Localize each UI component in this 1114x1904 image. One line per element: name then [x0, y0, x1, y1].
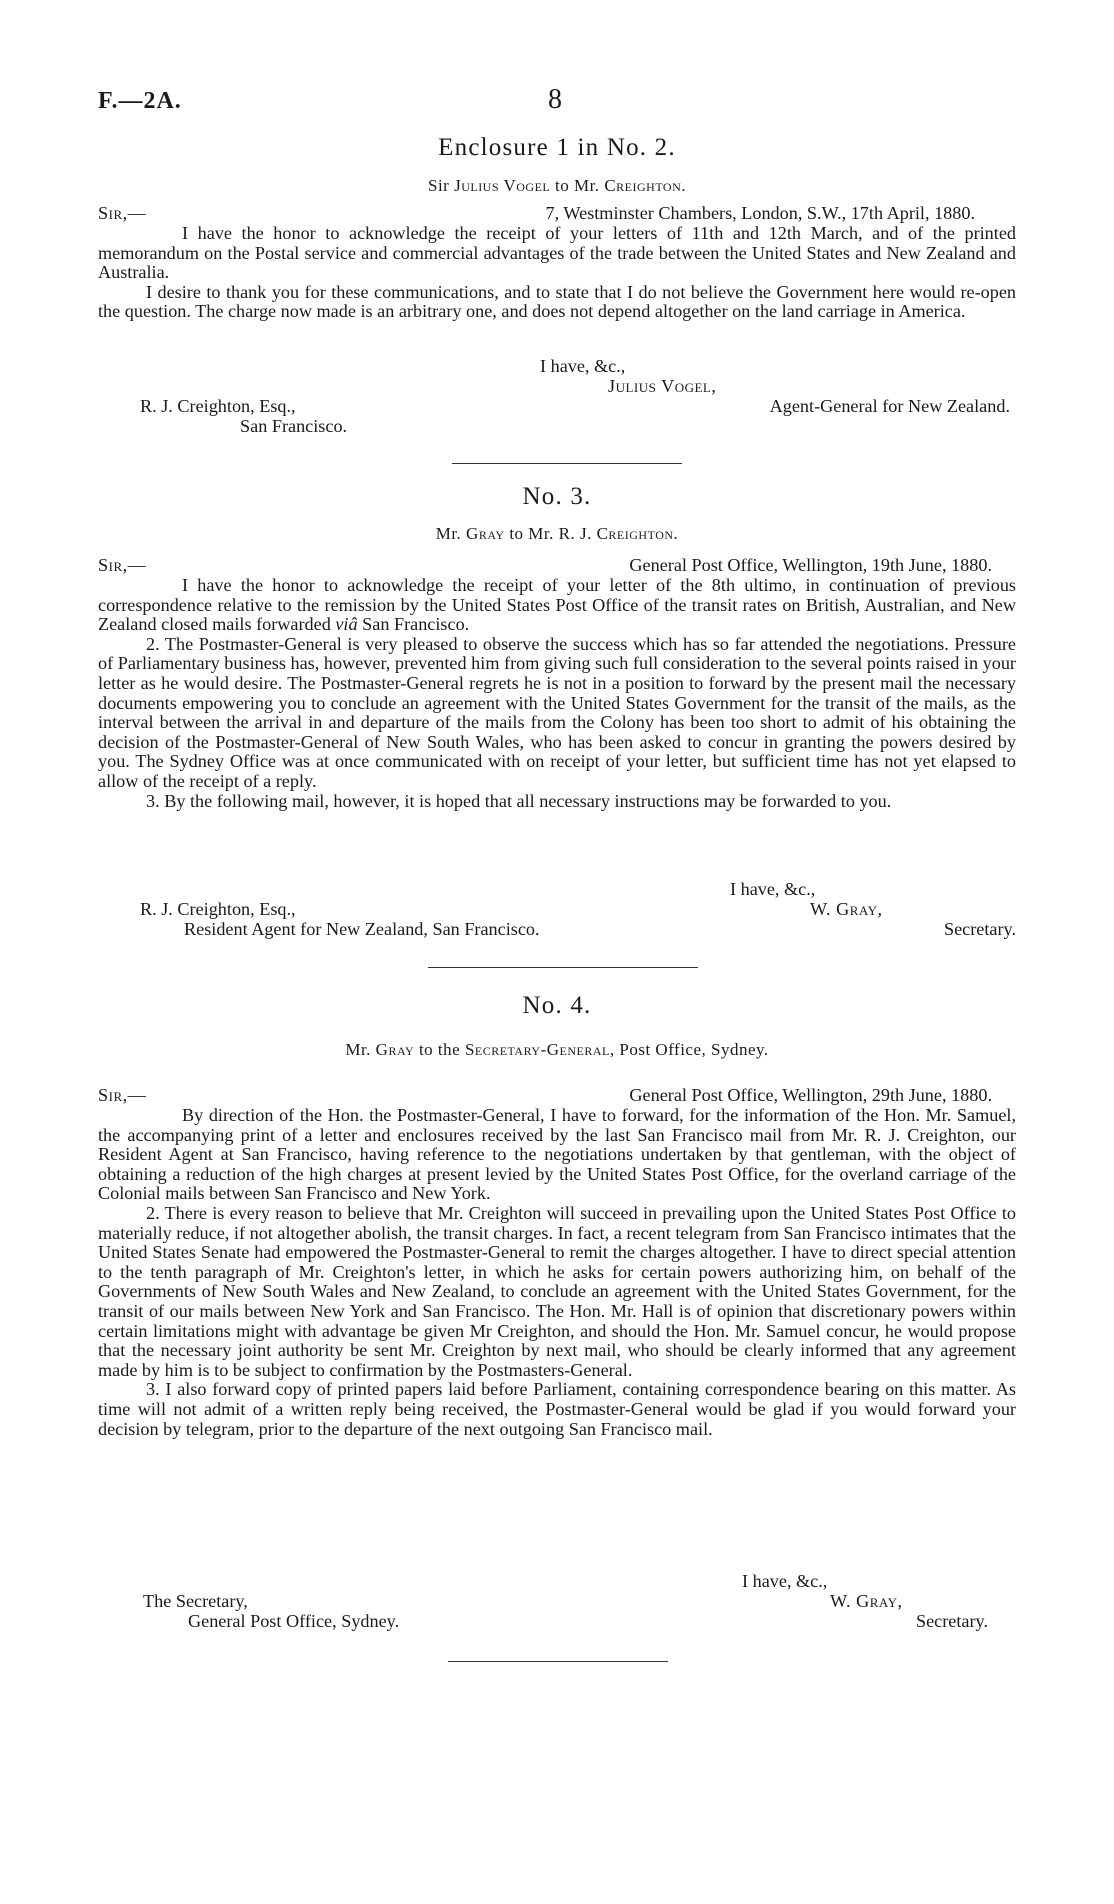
enclosure-subtitle — [300, 176, 814, 196]
via-word: viâ — [335, 614, 358, 635]
addressee-name: R. J. Creighton, Esq., — [140, 899, 296, 919]
paragraph: I desire to thank you for these communications, and to state that I do not believe the Government here would re-open the question. The charge now made is an arbitrary one, and does not depend altogether on the land carriage in America. — [98, 281, 1016, 322]
paragraph-text: I have the honor to acknowledge the receipt of your letter of the 8th ultimo, in continuation of previous correspondence relative to the remission by the United States Post Office of the transit rates on British, Australian, and New Zealand closed mails forwarded — [98, 575, 1016, 635]
signer-name: Julius Vogel, — [608, 376, 717, 396]
paragraph: I have the honor to acknowledge the receipt of your letters of 11th and 12th March, and of the printed memorandum on the Postal service and commercial advantages of the trade between the United States and New Zealand and Australia. — [98, 223, 1016, 283]
paragraph: 2. The Postmaster-General is very pleased to observe the success which has so far attended the negotiations. Pressure of Parliamentary business has, however, prevented him from giving such full consideration to the several points raised in your letter as he would desire. The Postmaster-General regrets he is not in a position to forward by the present mail the necessary documents empowering you to conclude an agreement with the United States Government for the transit of the mails, as the interval between the arrival in and departure of the mails from the Colony has been too short to admit of his obtaining the decision of the Postmaster-General of New South Wales, who has been asked to concur in granting the powers desired by you. The Sydney Office was at once communicated with on receipt of your letter, but sufficient time has not yet elapsed to allow of the receipt of a reply. — [98, 633, 1016, 791]
letter-body — [98, 576, 1016, 811]
signer-title: Secretary. — [943, 919, 1016, 939]
section-title: No. 3. — [522, 483, 592, 510]
subtitle-from: Mr. — [435, 524, 462, 543]
signer-title: Secretary. — [915, 1611, 988, 1631]
subtitle-to-name: Creighton. — [604, 176, 687, 195]
paragraph: 3. By the following mail, however, it is hoped that all necessary instructions may be forwarded to you. — [146, 790, 892, 811]
signer-name: W. Gray, — [830, 1591, 903, 1611]
section-subtitle — [240, 1040, 874, 1060]
salutation: Sir,— — [98, 555, 147, 575]
subtitle-to-name: Secretary-General, — [464, 1040, 615, 1059]
paragraph: 3. I also forward copy of printed papers laid before Parliament, containing correspondence bearing on this matter. As time will not admit of a written reply being received, the Postmaster-General would be glad if you would forward your decision by telegram, prior to the departure of the next outgoing San Francisco mail. — [98, 1379, 1016, 1439]
subtitle-from: Sir — [427, 176, 450, 195]
address-date: General Post Office, Wellington, 19th June, 1880. — [629, 555, 992, 575]
closing: I have, &c., — [742, 1571, 828, 1591]
subtitle-to: to Mr. R. J. — [509, 524, 592, 543]
addressee-location: General Post Office, Sydney. — [188, 1611, 400, 1631]
closing: I have, &c., — [730, 879, 816, 899]
section-divider — [452, 463, 682, 464]
paragraph — [98, 576, 1016, 635]
address-date: 7, Westminster Chambers, London, S.W., 17th April, 1880. — [545, 203, 975, 223]
paragraph: By direction of the Hon. the Postmaster-General, I have to forward, for the information of the Hon. Mr. Samuel, the accompanying print of a letter and enclosures received by the last San Francisco mail from Mr. R. J. Creighton, our Resident Agent at San Francisco, having reference to the negotiations undertaken by that gentleman, with the object of obtaining a reduction of the high charges at present levied by the United States Post Office, for the overland carriage of the Colonial mails between San Francisco and New York. — [98, 1105, 1016, 1204]
signer-title: Agent-General for New Zealand. — [769, 396, 1010, 416]
salutation: Sir,— — [98, 1085, 147, 1105]
letter-body — [98, 1106, 1016, 1439]
section-divider — [428, 967, 698, 968]
subtitle-to-name: Creighton. — [596, 524, 679, 543]
subtitle-from-name: Gray — [375, 1040, 415, 1059]
subtitle-from-name: Gray — [466, 524, 505, 543]
subtitle-suffix: Post Office, Sydney. — [619, 1040, 769, 1059]
section-title: No. 4. — [522, 992, 592, 1019]
signer-name: W. Gray, — [810, 899, 883, 919]
enclosure-title: Enclosure 1 in No. 2. — [438, 134, 676, 161]
addressee-name: The Secretary, — [143, 1591, 248, 1611]
addressee-location: Resident Agent for New Zealand, San Francisco. — [184, 919, 540, 939]
salutation: Sir,— — [98, 203, 147, 223]
paper-reference: F.—2A. — [98, 88, 182, 114]
closing: I have, &c., — [540, 356, 626, 376]
address-date: General Post Office, Wellington, 29th June, 1880. — [629, 1085, 992, 1105]
letter-body — [98, 224, 1016, 322]
page-number: 8 — [548, 84, 562, 115]
subtitle-from: Mr. — [345, 1040, 371, 1059]
addressee-name: R. J. Creighton, Esq., — [140, 396, 296, 416]
subtitle-from-name: Julius Vogel — [454, 176, 551, 195]
addressee-location: San Francisco. — [240, 416, 348, 436]
subtitle-to: to the — [418, 1040, 461, 1059]
section-divider — [448, 1661, 668, 1662]
subtitle-to: to Mr. — [555, 176, 600, 195]
paragraph-text-end: San Francisco. — [362, 614, 470, 635]
section-subtitle — [300, 524, 814, 544]
paragraph: 2. There is every reason to believe that Mr. Creighton will succeed in prevailing upon the United States Post Office to materially reduce, if not altogether abolish, the transit charges. In fact, a recent telegram from San Francisco intimates that the United States Senate had empowered the Postmaster-General to remit the charges altogether. I have to direct special attention to the tenth paragraph of Mr. Creighton's letter, in which he asks for certain powers authorizing him, on behalf of the Governments of New South Wales and New Zealand, to conclude an agreement with the United States Government, for the transit of our mails between New York and San Francisco. The Hon. Mr. Hall is of opinion that discretionary powers within certain limitations might with advantage be given Mr Creighton, and should the Hon. Mr. Samuel concur, he would propose that the necessary joint authority be sent Mr. Creighton by next mail, who should be clearly informed that any agreement made by him is to be subject to confirmation by the Postmasters-General. — [98, 1202, 1016, 1380]
